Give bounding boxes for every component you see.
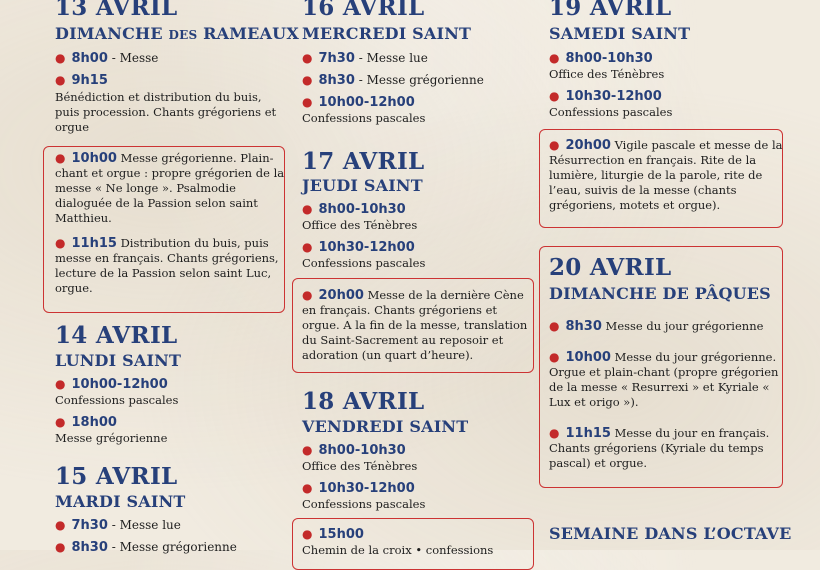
bullet-icon: ●	[302, 73, 313, 87]
schedule-entry: ● 9h15 Bénédiction et distribution du buis, puis procession. Chants grégoriens et orgue	[55, 73, 277, 134]
schedule-entry: ● 10h00-12h00 Confessions pascales	[302, 95, 426, 125]
schedule-entry: ● 10h30-12h00 Confessions pascales	[302, 481, 426, 511]
day-name-lundi: LUNDI SAINT	[55, 351, 182, 370]
schedule-entry: ● 8h00-10h30 Office des Ténèbres	[302, 443, 418, 473]
schedule-entry: ● 8h00 - Messe	[55, 51, 159, 66]
day-name-paques: DIMANCHE DE PÂQUES	[549, 284, 771, 303]
bullet-icon: ●	[55, 151, 66, 165]
date-19-avril: 19 AVRIL	[549, 0, 672, 21]
schedule-entry: ● 15h00 Chemin de la croix • confessions	[302, 527, 494, 557]
day-name-samedi: SAMEDI SAINT	[549, 24, 691, 43]
bullet-icon: ●	[55, 518, 66, 532]
bullet-icon: ●	[549, 51, 560, 65]
schedule-entry: ● 10h30-12h00 Confessions pascales	[549, 89, 673, 119]
schedule-entry: ● 8h30 - Messe grégorienne	[302, 73, 484, 88]
bullet-icon: ●	[549, 138, 560, 152]
schedule-entry: ● 18h00 Messe grégorienne	[55, 415, 168, 445]
bullet-icon: ●	[302, 202, 313, 216]
day-name-mercredi: MERCREDI SAINT	[302, 24, 472, 43]
schedule-entry: ● 10h00-12h00 Confessions pascales	[55, 377, 179, 407]
bullet-icon: ●	[302, 443, 313, 457]
date-15-avril: 15 AVRIL	[55, 463, 178, 490]
schedule-entry: ● 10h00 Messe grégorienne. Plain-chant et orgue : propre grégorien de la messe « Ne longe ». Psalmodie dialoguée de la Passion selon saint Matthieu.	[55, 151, 285, 225]
bullet-icon: ●	[55, 51, 66, 65]
schedule-entry: ● 8h30 Messe du jour grégorienne	[549, 319, 764, 334]
date-13-avril: 13 AVRIL	[55, 0, 178, 21]
bullet-icon: ●	[302, 240, 313, 254]
bullet-icon: ●	[549, 350, 560, 364]
bullet-icon: ●	[549, 426, 560, 440]
schedule-entry: ● 8h00-10h30 Office des Ténèbres	[549, 51, 665, 81]
bullet-icon: ●	[302, 527, 313, 541]
schedule-entry: ● 8h30 - Messe grégorienne	[55, 540, 237, 555]
bullet-icon: ●	[55, 236, 66, 250]
schedule-entry: ● 20h00 Messe de la dernière Cène en français. Chants grégoriens et orgue. A la fin de la messe, translation du Saint-Sacrement au reposoir et adoration (un quart d’heure).	[302, 288, 528, 362]
schedule-entry: ● 11h15 Distribution du buis, puis messe en français. Chants grégoriens, lecture de la Passion selon saint Luc, orgue.	[55, 236, 279, 295]
schedule-entry: ● 10h30-12h00 Confessions pascales	[302, 240, 426, 270]
date-18-avril: 18 AVRIL	[302, 388, 425, 415]
schedule-entry: ● 7h30 - Messe lue	[302, 51, 428, 66]
date-14-avril: 14 AVRIL	[55, 322, 178, 349]
schedule-entry: ● 7h30 - Messe lue	[55, 518, 181, 533]
bullet-icon: ●	[55, 377, 66, 391]
day-name-mardi: MARDI SAINT	[55, 492, 186, 511]
day-name-vendredi: VENDREDI SAINT	[302, 417, 469, 436]
schedule-entry: ● 20h00 Vigile pascale et messe de la Résurrection en français. Rite de la lumière, liturgie de la parole, rite de l’eau, suivis de la messe (chants grégoriens, motets et orgue).	[549, 138, 783, 212]
date-17-avril: 17 AVRIL	[302, 148, 425, 175]
schedule-entry: ● 8h00-10h30 Office des Ténèbres	[302, 202, 418, 232]
bullet-icon: ●	[55, 415, 66, 429]
bullet-icon: ●	[302, 95, 313, 109]
bullet-icon: ●	[55, 73, 66, 87]
schedule-entry: ● 10h00 Messe du jour grégorienne. Orgue et plain-chant (propre grégorien de la messe « Resurrexi » et Kyriale « Lux et origo »).	[549, 350, 779, 409]
bullet-icon: ●	[302, 288, 313, 302]
date-16-avril: 16 AVRIL	[302, 0, 425, 21]
bullet-icon: ●	[549, 89, 560, 103]
bullet-icon: ●	[55, 540, 66, 554]
schedule-entry: ● 11h15 Messe du jour en français. Chants grégoriens (Kyriale du temps pascal) et orgue.	[549, 426, 770, 470]
section-title-octave: SEMAINE DANS L’OCTAVE	[549, 524, 792, 543]
bullet-icon: ●	[549, 319, 560, 333]
date-20-avril: 20 AVRIL	[549, 254, 672, 281]
day-name-rameaux: DIMANCHE DES RAMEAUX	[55, 24, 299, 43]
day-name-jeudi: JEUDI SAINT	[302, 176, 423, 195]
bullet-icon: ●	[302, 481, 313, 495]
bullet-icon: ●	[302, 51, 313, 65]
